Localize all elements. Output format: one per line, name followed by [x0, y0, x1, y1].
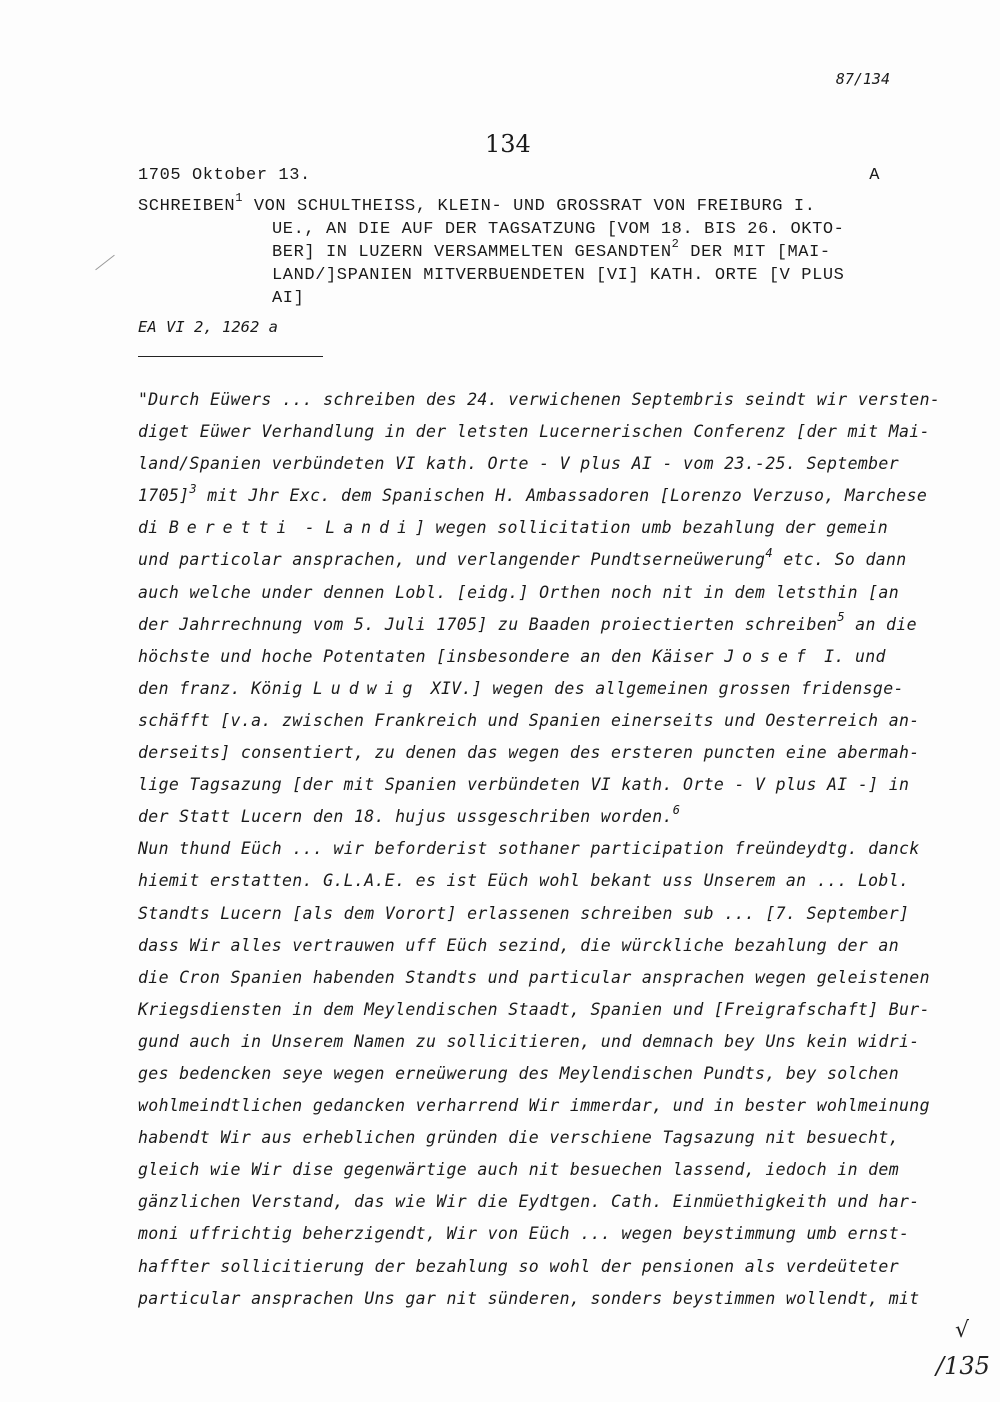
- body-line: haffter sollicitierung der bezahlung so wohl der pensionen als verdeüteter: [138, 1256, 900, 1276]
- footnote-marker: 6: [672, 802, 681, 817]
- body-line: particular ansprachen Uns gar nit sünderen, sonders beystimmen wollendt, mit: [138, 1288, 920, 1308]
- margin-tick-mark: [95, 255, 115, 271]
- heading-text: DER MIT [MAI-: [679, 243, 831, 262]
- footnote-marker: 5: [837, 610, 845, 625]
- body-line: [138, 673, 938, 705]
- footnote-marker: 2: [671, 237, 680, 252]
- spaced-name: Josef: [724, 646, 814, 666]
- heading-line: [138, 264, 845, 287]
- handwritten-check-mark: √: [955, 1318, 970, 1343]
- body-line: schäfft [v.a. zwischen Frankreich und Spanien einerseits und Oesterreich an-: [138, 710, 920, 730]
- body-line: lige Tagsazung [der mit Spanien verbündeten VI kath. Orte - V plus AI -] in: [138, 775, 910, 795]
- heading-text: SCHREIBEN: [138, 197, 236, 216]
- body-line: [138, 544, 938, 576]
- heading-text: LAND/]SPANIEN MITVERBUENDETEN [VI] KATH. ORTE [V PLUS: [272, 266, 845, 285]
- body-line: Kriegsdiensten in dem Meylendischen Staadt, Spanien und [Freigrafschaft] Bur-: [138, 999, 930, 1019]
- footnote-marker: 3: [189, 481, 197, 496]
- body-text: etc. So dann: [772, 550, 907, 570]
- separator-rule: [138, 356, 323, 357]
- body-line: [138, 609, 938, 641]
- heading-text: UE., AN DIE AUF DER TAGSATZUNG [VOM 18. BIS 26. OKTO-: [272, 220, 845, 239]
- body-line: gänzlichen Verstand, das wie Wir die Eydtgen. Cath. Einmüethigkeith und har-: [138, 1192, 920, 1212]
- body-text: I. und: [813, 646, 886, 666]
- heading-line: [138, 191, 845, 218]
- body-line: [138, 512, 938, 544]
- heading-text: BER] IN LUZERN VERSAMMELTEN GESANDTEN: [272, 243, 672, 262]
- body-text: und particolar ansprachen, und verlangender Pundtserneüwerung: [138, 550, 766, 570]
- body-line: moni uffrichtig beherzigendt, Wir von Eüch ... wegen beystimmung umb ernst-: [138, 1224, 910, 1244]
- body-line: gleich wie Wir dise gegenwärtige auch nit besuechen lassend, iedoch in dem: [138, 1160, 900, 1180]
- body-text: an die: [844, 614, 917, 634]
- body-line: dass Wir alles vertrauwen uff Eüch sezind, die würckliche bezahlung der an: [138, 935, 900, 955]
- heading-text: VON SCHULTHEISS, KLEIN- UND GROSSRAT VON FREIBURG I.: [243, 197, 816, 216]
- document-heading: [138, 191, 845, 310]
- body-line: gund auch in Unserem Namen zu sollicitieren, und demnach bey Uns kein widri-: [138, 1031, 920, 1051]
- body-text: XIV.] wegen des allgemeinen grossen fridensge-: [420, 678, 904, 698]
- source-reference: EA VI 2, 1262 a: [138, 318, 278, 336]
- heading-text: AI]: [272, 289, 305, 308]
- body-line: ges bedencken seye wegen erneüwerung des Meylendischen Pundts, bey solchen: [138, 1063, 900, 1083]
- body-line: die Cron Spanien habenden Standts und particular ansprachen wegen geleistenen: [138, 967, 930, 987]
- body-line: land/Spanien verbündeten VI kath. Orte - V plus AI - vom 23.-25. September: [138, 454, 900, 474]
- handwritten-number: 134: [485, 130, 531, 158]
- spaced-name: Beretti: [168, 518, 295, 538]
- body-line: Nun thund Eüch ... wir beforderist sothaner participation freündeydtg. danck: [138, 839, 920, 859]
- footnote-marker: 1: [235, 191, 244, 206]
- page-reference: 87/134: [835, 70, 890, 88]
- body-line: derseits] consentiert, zu denen das wegen des ersteren puncten eine abermah-: [138, 743, 920, 763]
- footnote-marker: 4: [765, 545, 773, 560]
- heading-line: [138, 237, 845, 264]
- body-line: "Durch Eüwers ... schreiben des 24. verwichenen Septembris seindt wir versten-: [138, 390, 941, 409]
- body-line: Standts Lucern [als dem Vorort] erlassenen schreiben sub ... [7. September]: [138, 903, 910, 923]
- body-text: ] wegen sollicitation umb bezahlung der gemein: [414, 518, 888, 538]
- heading-line: [138, 218, 845, 241]
- body-text: di: [138, 518, 169, 538]
- body-text: 1705]: [138, 486, 190, 506]
- spaced-name: Ludwig: [312, 678, 421, 698]
- body-line: diget Eüwer Verhandlung in der letsten Lucernerischen Conferenz [der mit Mai-: [138, 422, 930, 442]
- body-line: [138, 801, 938, 833]
- document-date: 1705 Oktober 13.: [138, 166, 311, 185]
- handwritten-page-number: /135: [936, 1352, 990, 1380]
- body-text: -: [294, 518, 326, 538]
- heading-line: [138, 287, 845, 310]
- body-line: hiemit erstatten. G.L.A.E. es ist Eüch wohl bekant uss Unserem an ... Lobl.: [138, 871, 910, 891]
- body-line: habendt Wir aus erheblichen gründen die verschiene Tagsazung nit besuecht,: [138, 1128, 900, 1148]
- body-text: der Jahrrechnung vom 5. Juli 1705] zu Baaden proiectierten schreiben: [138, 614, 838, 634]
- body-line: wohlmeindtlichen gedancken verharrend Wir immerdar, und in bester wohlmeinung: [138, 1096, 930, 1116]
- body-text: höchste und hoche Potentaten [insbesondere an den Käiser: [138, 646, 725, 666]
- body-text: den franz. König: [138, 678, 313, 698]
- spaced-name: Landi: [325, 518, 415, 538]
- body-line: [138, 641, 938, 673]
- body-text: mit Jhr Exc. dem Spanischen H. Ambassadoren [Lorenzo Verzuso, Marchese: [197, 486, 928, 506]
- body-line: auch welche under dennen Lobl. [eidg.] Orthen noch nit in dem letsthin [an: [138, 582, 900, 602]
- body-line: [138, 480, 938, 512]
- document-letter: A: [869, 166, 880, 185]
- body-text: der Statt Lucern den 18. hujus ussgeschriben worden.: [138, 807, 673, 827]
- document-body: [138, 384, 941, 1315]
